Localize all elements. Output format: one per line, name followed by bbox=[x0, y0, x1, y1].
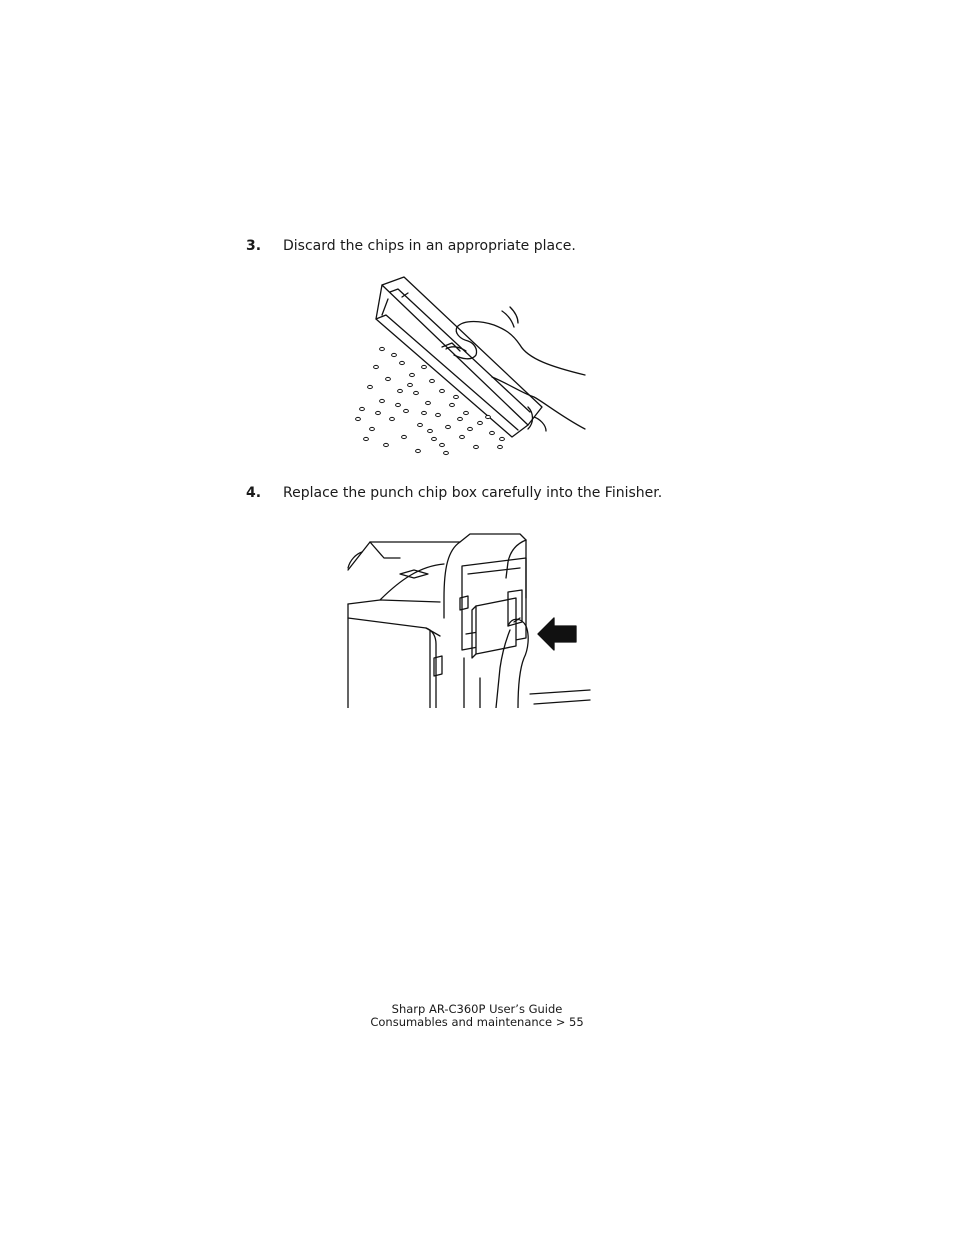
footer-guide-title: Sharp AR-C360P User’s Guide bbox=[391, 1002, 563, 1016]
footer-section-page: Consumables and maintenance > 55 bbox=[370, 1015, 584, 1029]
step-text: Replace the punch chip box carefully into the Finisher. bbox=[283, 485, 663, 501]
step-number: 3. bbox=[246, 238, 262, 254]
step-number: 4. bbox=[246, 485, 262, 501]
replace-chip-box-illustration bbox=[340, 518, 592, 708]
discard-chips-illustration bbox=[342, 267, 590, 463]
step-text: Discard the chips in an appropriate place. bbox=[283, 238, 576, 254]
